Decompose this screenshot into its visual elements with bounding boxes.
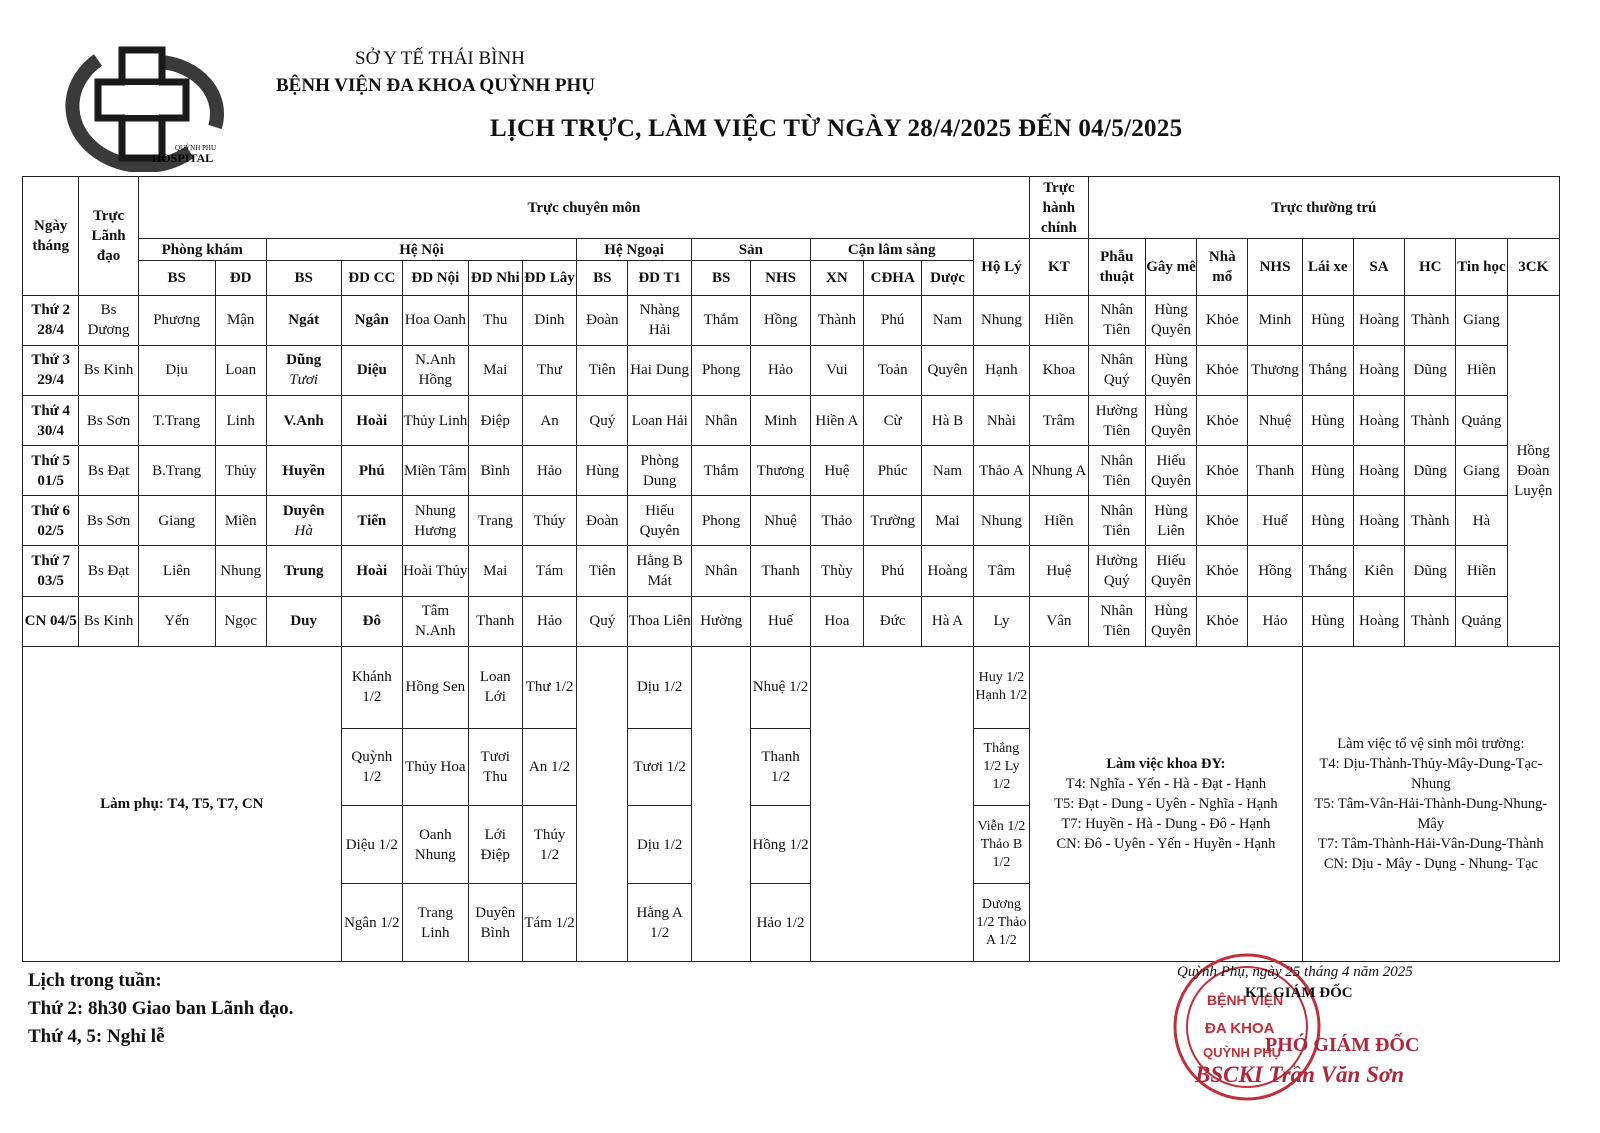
cell-cdha: Phú xyxy=(864,546,922,596)
cell-hc: Thành xyxy=(1405,496,1456,546)
cell-hc: Dũng xyxy=(1405,546,1456,596)
page-title: LỊCH TRỰC, LÀM VIỆC TỪ NGÀY 28/4/2025 ĐẾN 04/5/2025 xyxy=(490,115,1183,142)
cell-noi-bs xyxy=(266,345,341,395)
cell-sa: Hoàng xyxy=(1353,446,1404,496)
cell-th: Giang xyxy=(1456,446,1507,496)
cell-sa: Hoàng xyxy=(1353,345,1404,395)
row-day: CN 04/5 xyxy=(23,596,79,646)
cell-duoc: Mai xyxy=(922,496,973,546)
cell-noi-bs-second: Tươi xyxy=(289,372,319,389)
dy-line: T4: Nghĩa - Yến - Hà - Đạt - Hạnh xyxy=(1065,775,1267,792)
cell-noi-ddcc: Đô xyxy=(341,596,402,646)
cell-gm: Hùng Quyên xyxy=(1145,596,1196,646)
cell-nhi: Bình xyxy=(468,446,522,496)
cell-lx: Hùng xyxy=(1302,496,1353,546)
header-dd-noi: ĐD Nội xyxy=(403,260,469,295)
cell-noi-ddcc: Diệu xyxy=(341,345,402,395)
cell-xn: Thành xyxy=(810,295,863,345)
cell-pt: Nhân Tiên xyxy=(1088,446,1145,496)
cell-san-bs: Hường xyxy=(691,596,750,646)
cell-holy: Tâm xyxy=(973,546,1030,596)
header-dd-nhi: ĐD Nhi xyxy=(468,260,522,295)
stamp-line-1: BỆNH VIỆN xyxy=(1207,992,1284,1008)
support-row xyxy=(23,646,1560,728)
cell-noi-ddnoi: N.Anh Hồng xyxy=(403,345,469,395)
weekly-title: Lịch trong tuần: xyxy=(28,970,162,991)
header-kt: KT xyxy=(1030,239,1088,295)
cell-sa: Hoàng xyxy=(1353,295,1404,345)
cell-th: Giang xyxy=(1456,295,1507,345)
cleaning-line: T7: Tâm-Thành-Hải-Vân-Dung-Thành xyxy=(1318,835,1544,852)
cell-lay: Dinh xyxy=(522,295,576,345)
header-dd-lay: ĐD Lây xyxy=(522,260,576,295)
cell-xn: Thùy xyxy=(810,546,863,596)
cell-pk-bs: Phương xyxy=(138,295,215,345)
cell-san-nhs: Thanh xyxy=(751,546,810,596)
cell-th: Hà xyxy=(1456,496,1507,546)
cell-ngoai-ddt1: Thoa Liên xyxy=(628,596,692,646)
cell-th: Hiền xyxy=(1456,546,1507,596)
cell-sa: Hoàng xyxy=(1353,496,1404,546)
row-leader: Bs Sơn xyxy=(79,496,138,546)
header-3ck: 3CK xyxy=(1507,239,1559,295)
cell-pk-dd: Loan xyxy=(215,345,266,395)
duty-schedule-table xyxy=(22,176,1560,962)
cell-noi-ddcc: Ngân xyxy=(341,295,402,345)
header-hc: HC xyxy=(1405,239,1456,295)
cell-pt: Hường Quý xyxy=(1088,546,1145,596)
support-dd-t1: Dịu 1/2 xyxy=(628,806,692,884)
cell-ngoai-bs: Hùng xyxy=(577,446,628,496)
support-dd-lay: Thúy 1/2 xyxy=(522,806,576,884)
cell-ngoai-ddt1: Hằng B Mát xyxy=(628,546,692,596)
cell-nm: Khỏe xyxy=(1197,546,1248,596)
cell-noi-bs xyxy=(266,496,341,546)
cell-san-bs: Phong xyxy=(691,496,750,546)
cell-pk-dd: Mận xyxy=(215,295,266,345)
support-empty xyxy=(577,646,628,961)
cell-pk-dd: Miền xyxy=(215,496,266,546)
support-nhs: Hồng 1/2 xyxy=(751,806,810,884)
cell-holy: Thảo A xyxy=(973,446,1030,496)
cell-cdha: Trường xyxy=(864,496,922,546)
cell-cdha: Toản xyxy=(864,345,922,395)
header-gay-me: Gây mê xyxy=(1145,239,1196,295)
header-holy: Hộ Lý xyxy=(973,239,1030,295)
cell-san-bs: Thắm xyxy=(691,446,750,496)
support-dd-noi: Thủy Hoa xyxy=(403,728,469,806)
cell-nhi: Thu xyxy=(468,295,522,345)
cell-duoc: Nam xyxy=(922,295,973,345)
stamp-line-3: QUỲNH PHỤ xyxy=(1203,1045,1282,1060)
cleaning-line: T5: Tâm-Vân-Hải-Thành-Dung-Nhung-Mây xyxy=(1314,795,1548,832)
cell-ngoai-ddt1: Loan Hải xyxy=(628,395,692,445)
row-leader: Bs Kinh xyxy=(79,345,138,395)
logo-text-hospital: HOSPITAL xyxy=(152,151,214,165)
header-dd-t1: ĐD T1 xyxy=(628,260,692,295)
cell-ngoai-bs: Tiên xyxy=(577,546,628,596)
support-holy: Huy 1/2 Hạnh 1/2 xyxy=(973,646,1030,728)
cell-hc: Thành xyxy=(1405,295,1456,345)
cell-gm: Hùng Quyên xyxy=(1145,295,1196,345)
cell-pk-bs: Dịu xyxy=(138,345,215,395)
support-holy: Dương 1/2 Thảo A 1/2 xyxy=(973,884,1030,962)
cell-ngoai-bs: Đoàn xyxy=(577,496,628,546)
cell-pk-bs: Yến xyxy=(138,596,215,646)
cell-ngoai-bs: Đoàn xyxy=(577,295,628,345)
header-leader: Trực Lãnh đạo xyxy=(79,177,138,296)
cleaning-line: CN: Dịu - Mây - Dụng - Nhung- Tạc xyxy=(1323,855,1538,872)
cell-nhi: Mai xyxy=(468,546,522,596)
support-dd-cc: Khánh 1/2 xyxy=(341,646,402,728)
cell-duoc: Hà B xyxy=(922,395,973,445)
dy-title: Làm việc khoa ĐY: xyxy=(1106,755,1226,772)
cell-san-nhs: Hồng xyxy=(751,295,810,345)
cell-noi-ddnoi: Hoa Oanh xyxy=(403,295,469,345)
cell-3ck: Hồng Đoàn Luyện xyxy=(1507,295,1559,646)
header-clinic-dd: ĐD xyxy=(215,260,266,295)
cell-gm: Hiếu Quyên xyxy=(1145,546,1196,596)
schedule-row xyxy=(23,295,1560,345)
support-label: Làm phụ: T4, T5, T7, CN xyxy=(23,646,342,961)
cell-nhs: Thương xyxy=(1248,345,1302,395)
dy-department-block xyxy=(1030,646,1302,961)
cell-holy: Ly xyxy=(973,596,1030,646)
cell-nhs: Minh xyxy=(1248,295,1302,345)
support-dd-noi: Hồng Sen xyxy=(403,646,469,728)
cell-kt: Nhung A xyxy=(1030,446,1088,496)
cell-noi-ddcc: Tiến xyxy=(341,496,402,546)
row-leader: Bs Đạt xyxy=(79,446,138,496)
header-clinic-bs: BS xyxy=(138,260,215,295)
cell-cdha: Đức xyxy=(864,596,922,646)
cell-gm: Hùng Liên xyxy=(1145,496,1196,546)
cell-noi-ddnoi: Miền Tâm xyxy=(403,446,469,496)
support-dd-noi: Oanh Nhung xyxy=(403,806,469,884)
cell-lx: Hùng xyxy=(1302,596,1353,646)
dy-line: T7: Huyền - Hà - Dung - Đô - Hạnh xyxy=(1061,815,1271,832)
header-tin-hoc: Tin học xyxy=(1456,239,1507,295)
cell-pk-dd: Nhung xyxy=(215,546,266,596)
support-empty xyxy=(691,646,750,961)
cell-nm: Khỏe xyxy=(1197,345,1248,395)
cell-pk-dd: Linh xyxy=(215,395,266,445)
cell-noi-bs: Trung xyxy=(266,546,341,596)
header-duoc: Dược xyxy=(922,260,973,295)
row-leader: Bs Kinh xyxy=(79,596,138,646)
weekly-schedule xyxy=(28,967,293,1051)
support-nhs: Hảo 1/2 xyxy=(751,884,810,962)
cell-pk-bs: Liên xyxy=(138,546,215,596)
cell-lx: Hùng xyxy=(1302,295,1353,345)
signer-name: BSCKI Trần Văn Sơn xyxy=(1195,1062,1405,1087)
support-nhs: Nhuệ 1/2 xyxy=(751,646,810,728)
cell-sa: Kiên xyxy=(1353,546,1404,596)
header-sa: SA xyxy=(1353,239,1404,295)
row-day: Thứ 5 01/5 xyxy=(23,446,79,496)
support-dd-nhi: Loan Lới xyxy=(468,646,522,728)
cell-ngoai-ddt1: Hiếu Quyên xyxy=(628,496,692,546)
support-dd-nhi: Duyên Bình xyxy=(468,884,522,962)
cell-duoc: Hoàng xyxy=(922,546,973,596)
header-obs-bs: BS xyxy=(691,260,750,295)
cell-holy: Nhung xyxy=(973,496,1030,546)
row-day: Thứ 7 03/5 xyxy=(23,546,79,596)
cell-lx: Hùng xyxy=(1302,395,1353,445)
cell-san-nhs: Thương xyxy=(751,446,810,496)
row-day: Thứ 6 02/5 xyxy=(23,496,79,546)
cell-ngoai-ddt1: Phòng Dung xyxy=(628,446,692,496)
cell-xn: Hoa xyxy=(810,596,863,646)
support-holy: Thắng 1/2 Ly 1/2 xyxy=(973,728,1030,806)
header-clinic: Phòng khám xyxy=(138,239,266,260)
schedule-row xyxy=(23,496,1560,546)
cell-gm: Hùng Quyên xyxy=(1145,395,1196,445)
cell-ngoai-bs: Quý xyxy=(577,395,628,445)
stamp-line-2: ĐA KHOA xyxy=(1205,1020,1275,1037)
cell-lx: Thắng xyxy=(1302,546,1353,596)
cell-holy: Nhung xyxy=(973,295,1030,345)
schedule-row xyxy=(23,596,1560,646)
row-day: Thứ 4 30/4 xyxy=(23,395,79,445)
cell-kt: Vân xyxy=(1030,596,1088,646)
cell-ngoai-ddt1: Nhàng Hải xyxy=(628,295,692,345)
header-internal: Hệ Nội xyxy=(266,239,576,260)
header-paraclinical: Cận lâm sàng xyxy=(810,239,973,260)
support-dd-nhi: Tươi Thu xyxy=(468,728,522,806)
header-internal-bs: BS xyxy=(266,260,341,295)
dy-line: CN: Đô - Uyên - Yến - Huyền - Hạnh xyxy=(1056,835,1276,852)
support-dd-t1: Dịu 1/2 xyxy=(628,646,692,728)
cell-san-nhs: Huế xyxy=(751,596,810,646)
cell-nhs: Nhuệ xyxy=(1248,395,1302,445)
cell-san-nhs: Hảo xyxy=(751,345,810,395)
cell-kt: Trâm xyxy=(1030,395,1088,445)
hospital-name: BỆNH VIỆN ĐA KHOA QUỲNH PHỤ xyxy=(276,75,595,96)
dy-line: T5: Đạt - Dung - Uyên - Nghĩa - Hạnh xyxy=(1054,795,1278,812)
header-resident: Trực thường trú xyxy=(1088,177,1559,239)
cell-nhs: Thanh xyxy=(1248,446,1302,496)
cell-pk-bs: T.Trang xyxy=(138,395,215,445)
support-dd-cc: Ngân 1/2 xyxy=(341,884,402,962)
cell-nm: Khỏe xyxy=(1197,496,1248,546)
support-dd-nhi: Lới Điệp xyxy=(468,806,522,884)
cell-lay: Thư xyxy=(522,345,576,395)
support-dd-cc: Diệu 1/2 xyxy=(341,806,402,884)
cell-noi-bs-main: Duyên xyxy=(282,502,325,519)
logo-text-small: QUỲNH PHU xyxy=(175,144,217,152)
cell-pk-dd: Ngọc xyxy=(215,596,266,646)
support-dd-t1: Tươi 1/2 xyxy=(628,728,692,806)
cell-pt: Nhân Tiên xyxy=(1088,496,1145,546)
cell-xn: Huệ xyxy=(810,446,863,496)
header-admin: Trực hành chính xyxy=(1030,177,1088,239)
header-surgery: Hệ Ngoại xyxy=(577,239,692,260)
cell-nm: Khỏe xyxy=(1197,596,1248,646)
row-day: Thứ 2 28/4 xyxy=(23,295,79,345)
cell-noi-ddnoi: Tâm N.Anh xyxy=(403,596,469,646)
cell-noi-bs: V.Anh xyxy=(266,395,341,445)
cell-xn: Thảo xyxy=(810,496,863,546)
cell-duoc: Nam xyxy=(922,446,973,496)
cell-nhs: Hồng xyxy=(1248,546,1302,596)
cell-lay: Thúy xyxy=(522,496,576,546)
header-phau-thuat: Phẫu thuật xyxy=(1088,239,1145,295)
cell-kt: Hiền xyxy=(1030,496,1088,546)
cell-nhi: Thanh xyxy=(468,596,522,646)
cell-nhs: Huế xyxy=(1248,496,1302,546)
cell-cdha: Phú xyxy=(864,295,922,345)
cell-nm: Khỏe xyxy=(1197,295,1248,345)
cell-th: Hiền xyxy=(1456,345,1507,395)
cell-pk-bs: B.Trang xyxy=(138,446,215,496)
cell-duoc: Quyên xyxy=(922,345,973,395)
cell-noi-ddcc: Phú xyxy=(341,446,402,496)
header-date: Ngày tháng xyxy=(23,177,79,296)
cell-kt: Khoa xyxy=(1030,345,1088,395)
cell-san-bs: Phong xyxy=(691,345,750,395)
weekly-line-2: Thứ 4, 5: Nghỉ lễ xyxy=(28,1026,165,1047)
cell-pt: Nhân Tiên xyxy=(1088,596,1145,646)
support-dd-noi: Trang Linh xyxy=(403,884,469,962)
cell-nm: Khỏe xyxy=(1197,446,1248,496)
weekly-line-1: Thứ 2: 8h30 Giao ban Lãnh đạo. xyxy=(28,998,294,1019)
support-dd-cc: Quỳnh 1/2 xyxy=(341,728,402,806)
cell-sa: Hoàng xyxy=(1353,596,1404,646)
support-dd-lay: An 1/2 xyxy=(522,728,576,806)
cell-lay: An xyxy=(522,395,576,445)
cell-th: Quảng xyxy=(1456,596,1507,646)
cleaning-title: Làm việc tổ vệ sinh môi trường: xyxy=(1337,735,1525,752)
cell-nm: Khỏe xyxy=(1197,395,1248,445)
cell-noi-bs: Duy xyxy=(266,596,341,646)
schedule-row xyxy=(23,345,1560,395)
cell-ngoai-bs: Quý xyxy=(577,596,628,646)
cell-pk-dd: Thủy xyxy=(215,446,266,496)
cell-hc: Dũng xyxy=(1405,345,1456,395)
header-professional: Trực chuyên môn xyxy=(138,177,1029,239)
cell-noi-ddcc: Hoài xyxy=(341,546,402,596)
department-name: SỞ Y TẾ THÁI BÌNH xyxy=(355,48,525,69)
row-leader: Bs Sơn xyxy=(79,395,138,445)
support-empty xyxy=(810,646,973,961)
cell-nhs: Hảo xyxy=(1248,596,1302,646)
header-cdha: CĐHA xyxy=(864,260,922,295)
cell-hc: Thành xyxy=(1405,395,1456,445)
cell-cdha: Cừ xyxy=(864,395,922,445)
cell-gm: Hùng Quyên xyxy=(1145,345,1196,395)
cell-noi-ddcc: Hoài xyxy=(341,395,402,445)
cell-th: Quảng xyxy=(1456,395,1507,445)
cell-xn: Vui xyxy=(810,345,863,395)
cell-noi-ddnoi: Nhung Hương xyxy=(403,496,469,546)
cell-noi-ddnoi: Thủy Linh xyxy=(403,395,469,445)
support-holy: Viễn 1/2 Thảo B 1/2 xyxy=(973,806,1030,884)
cell-holy: Nhài xyxy=(973,395,1030,445)
header-obs-nhs: NHS xyxy=(751,260,810,295)
director-title: KT. GIÁM ĐỐC xyxy=(1245,985,1353,1001)
cell-san-bs: Nhân xyxy=(691,395,750,445)
cell-holy: Hạnh xyxy=(973,345,1030,395)
cell-ngoai-bs: Tiên xyxy=(577,345,628,395)
schedule-row xyxy=(23,446,1560,496)
cell-noi-bs-main: Dũng xyxy=(286,352,322,369)
cell-kt: Huệ xyxy=(1030,546,1088,596)
cell-noi-bs: Ngát xyxy=(266,295,341,345)
cell-pt: Nhân Tiên xyxy=(1088,295,1145,345)
cell-sa: Hoàng xyxy=(1353,395,1404,445)
cell-nhi: Mai xyxy=(468,345,522,395)
hospital-logo xyxy=(40,42,240,172)
cell-san-bs: Thắm xyxy=(691,295,750,345)
cell-hc: Thành xyxy=(1405,596,1456,646)
cell-cdha: Phúc xyxy=(864,446,922,496)
support-dd-lay: Tám 1/2 xyxy=(522,884,576,962)
cell-xn: Hiền A xyxy=(810,395,863,445)
header-nhs-resident: NHS xyxy=(1248,239,1302,295)
cell-lx: Thắng xyxy=(1302,345,1353,395)
cell-pt: Hường Tiên xyxy=(1088,395,1145,445)
cell-noi-ddnoi: Hoài Thủy xyxy=(403,546,469,596)
cell-kt: Hiền xyxy=(1030,295,1088,345)
cleaning-block xyxy=(1302,646,1559,961)
cell-pk-bs: Giang xyxy=(138,496,215,546)
cell-nhi: Điệp xyxy=(468,395,522,445)
cleaning-line: T4: Dịu-Thành-Thủy-Mây-Dung-Tạc-Nhung xyxy=(1319,755,1543,792)
header-nha-mo: Nhà mổ xyxy=(1197,239,1248,295)
support-dd-t1: Hằng A 1/2 xyxy=(628,884,692,962)
support-nhs: Thanh 1/2 xyxy=(751,728,810,806)
cell-lx: Hùng xyxy=(1302,446,1353,496)
header-dd-cc: ĐD CC xyxy=(341,260,402,295)
row-leader: Bs Dương xyxy=(79,295,138,345)
cell-duoc: Hà A xyxy=(922,596,973,646)
cell-gm: Hiếu Quyên xyxy=(1145,446,1196,496)
header-obstetrics: Sản xyxy=(691,239,810,260)
schedule-row xyxy=(23,395,1560,445)
cell-lay: Tám xyxy=(522,546,576,596)
cell-lay: Hảo xyxy=(522,446,576,496)
cell-pt: Nhân Quý xyxy=(1088,345,1145,395)
cell-nhi: Trang xyxy=(468,496,522,546)
cell-hc: Dũng xyxy=(1405,446,1456,496)
cell-noi-bs: Huyền xyxy=(266,446,341,496)
header-xn: XN xyxy=(810,260,863,295)
cell-noi-bs-second: Hà xyxy=(294,522,313,539)
support-dd-lay: Thư 1/2 xyxy=(522,646,576,728)
cell-ngoai-ddt1: Hai Dung xyxy=(628,345,692,395)
header-surgery-bs: BS xyxy=(577,260,628,295)
row-leader: Bs Đạt xyxy=(79,546,138,596)
cell-lay: Hảo xyxy=(522,596,576,646)
vice-director-title: PHÓ GIÁM ĐỐC xyxy=(1265,1034,1420,1056)
row-day: Thứ 3 29/4 xyxy=(23,345,79,395)
place-date: Quỳnh Phụ, ngày 25 tháng 4 năm 2025 xyxy=(1177,964,1413,980)
header-lai-xe: Lái xe xyxy=(1302,239,1353,295)
schedule-row xyxy=(23,546,1560,596)
cell-san-nhs: Nhuệ xyxy=(751,496,810,546)
cell-san-nhs: Minh xyxy=(751,395,810,445)
cell-san-bs: Nhân xyxy=(691,546,750,596)
